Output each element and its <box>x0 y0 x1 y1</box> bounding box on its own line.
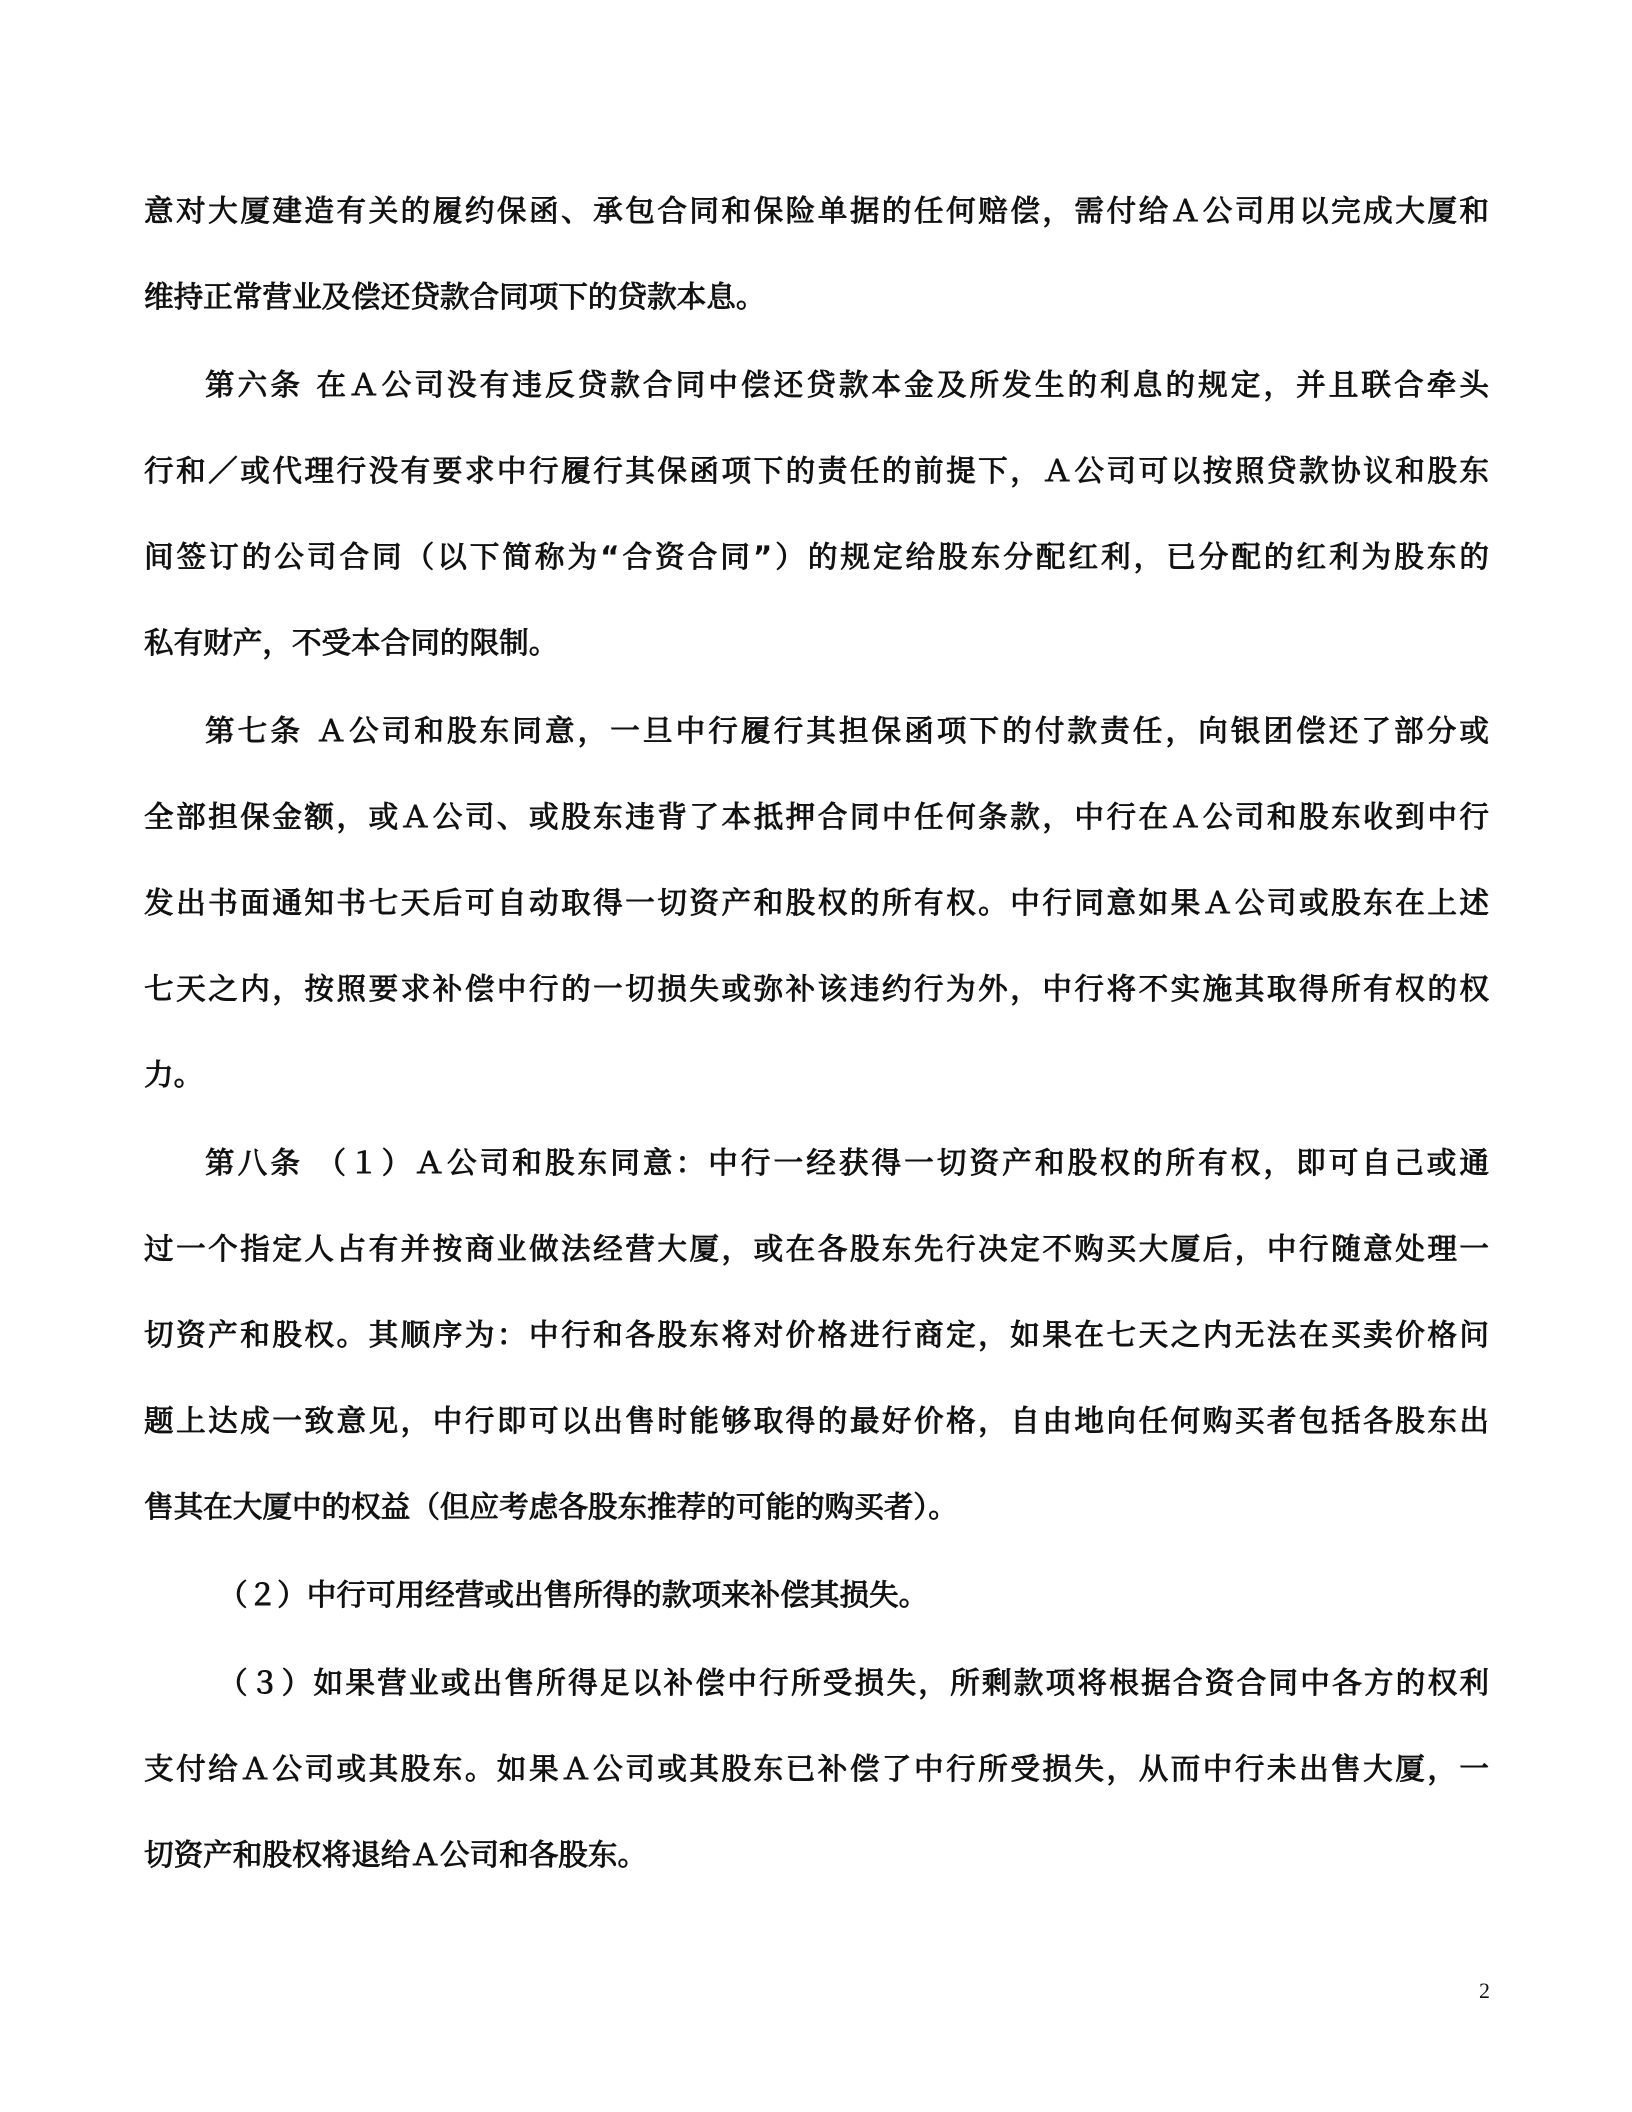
text-line: 第八条 （１）Ａ公司和股东同意：中行一经获得一切资产和股权的所有权，即可自己或通 <box>205 1146 1489 1180</box>
text-line: 私有财产，不受本合同的限制。 <box>144 626 559 660</box>
text-line: 行和／或代理行没有要求中行履行其保函项下的责任的前提下，Ａ公司可以按照贷款协议和股东 <box>144 454 1489 488</box>
text-line: （２）中行可用经营或出售所得的款项来补偿其损失。 <box>218 1578 929 1612</box>
text-line: （３）如果营业或出售所得足以补偿中行所受损失，所剩款项将根据合资合同中各方的权利 <box>218 1666 1489 1700</box>
text-line: 切资产和股权将退给Ａ公司和各股东。 <box>144 1838 648 1872</box>
text-line: 过一个指定人占有并按商业做法经营大厦，或在各股东先行决定不购买大厦后，中行随意处理一 <box>144 1232 1489 1266</box>
text-line: 力。 <box>144 1058 204 1092</box>
text-line: 发出书面通知书七天后可自动取得一切资产和股权的所有权。中行同意如果Ａ公司或股东在上述 <box>144 886 1489 920</box>
text-line: 支付给Ａ公司或其股东。如果Ａ公司或其股东已补偿了中行所受损失，从而中行未出售大厦，一 <box>144 1752 1489 1786</box>
page-number: 2 <box>1479 1978 1490 2003</box>
text-line: 意对大厦建造有关的履约保函、承包合同和保险单据的任何赔偿，需付给Ａ公司用以完成大厦和 <box>144 194 1489 228</box>
text-line: 全部担保金额，或Ａ公司、或股东违背了本抵押合同中任何条款，中行在Ａ公司和股东收到中行 <box>144 800 1489 834</box>
text-line: 切资产和股权。其顺序为：中行和各股东将对价格进行商定，如果在七天之内无法在买卖价格问 <box>144 1318 1489 1352</box>
text-line: 售其在大厦中的权益（但应考虑各股东推荐的可能的购买者）。 <box>144 1490 958 1524</box>
text-line: 间签订的公司合同（以下简称为“合资合同”）的规定给股东分配红利，已分配的红利为股东的 <box>144 540 1489 574</box>
text-line: 题上达成一致意见，中行即可以出售时能够取得的最好价格，自由地向任何购买者包括各股东出 <box>144 1404 1489 1438</box>
text-line: 维持正常营业及偿还贷款合同项下的贷款本息。 <box>144 280 766 314</box>
text-line: 七天之内，按照要求补偿中行的一切损失或弥补该违约行为外，中行将不实施其取得所有权的权 <box>144 972 1489 1006</box>
text-line: 第六条 在Ａ公司没有违反贷款合同中偿还贷款本金及所发生的利息的规定，并且联合牵头 <box>205 368 1489 402</box>
text-line: 第七条 Ａ公司和股东同意，一旦中行履行其担保函项下的付款责任，向银团偿还了部分或 <box>205 714 1489 748</box>
